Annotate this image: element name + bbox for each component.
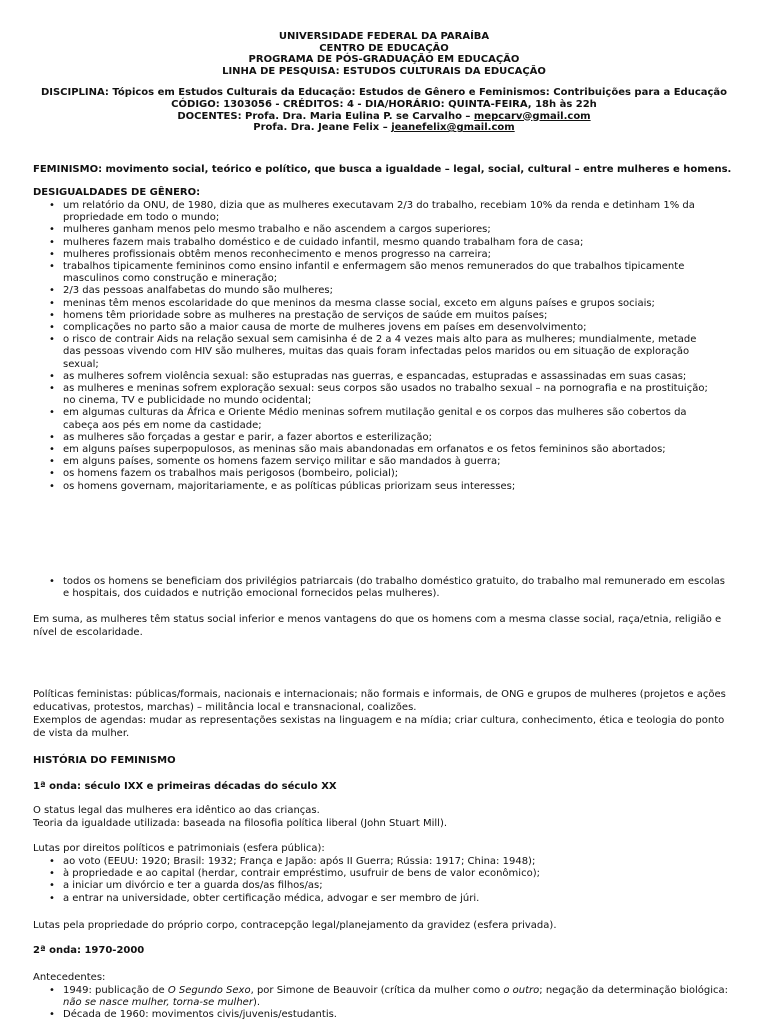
list-item: • os homens governam, majoritariamente, e as políticas públicas priorizam seus interesses; (33, 481, 713, 493)
list-item: • à propriedade e ao capital (herdar, contrair empréstimo, usufruir de bens de valor econômico); (33, 868, 733, 880)
research-line: LINHA DE PESQUISA: ESTUDOS CULTURAIS DA EDUCAÇÃO (222, 65, 546, 77)
discipline-title: DISCIPLINA: Tópicos em Estudos Culturais da Educação: Estudos de Gênero e Feminismos: Contribuições para a Educação (40, 87, 728, 99)
struggles-title: Lutas por direitos políticos e patrimoniais (esfera pública): (33, 843, 325, 854)
text-run: ). (252, 997, 261, 1009)
equality-theory-line: Teoria da igualdade utilizada: baseada na filosofia política liberal (John Stuart Mill). (33, 818, 448, 829)
beauvoir-quote: não se nasce mulher, torna-se mulher (63, 997, 253, 1009)
text-run: , por Simone de Beauvoir (crítica da mulher como (250, 985, 504, 996)
list-item: • mulheres ganham menos pelo mesmo trabalho e não ascendem a cargos superiores; (33, 224, 713, 236)
legal-status-line: O status legal das mulheres era idêntico ao das crianças. (33, 805, 320, 816)
italic-term: o outro (503, 985, 540, 996)
inequalities-title: DESIGUALDADES DE GÊNERO: (33, 187, 201, 198)
list-item: • as mulheres são forçadas a gestar e parir, a fazer abortos e esterilização; (33, 432, 713, 444)
list-item: • em algumas culturas da África e Oriente Médio meninas sofrem mutilação genital e os corpos das mulheres são cobertos da cabeça aos pés em nome da castidade; (33, 407, 713, 431)
feminism-definition: FEMINISMO: movimento social, teórico e político, que busca a igualdade – legal, social, cultural – entre mulheres e homens. (33, 164, 732, 175)
email-link-mepcarv[interactable]: mepcarv@gmail.com (473, 110, 591, 122)
list-item: • complicações no parto são a maior causa de morte de mulheres jovens em países em desenvolvimento; (33, 322, 713, 334)
list-item: • 2/3 das pessoas analfabetas do mundo são mulheres; (33, 285, 713, 297)
program-name: PROGRAMA DE PÓS-GRADUAÇÃO EM EDUCAÇÃO (248, 54, 520, 66)
list-item: • as mulheres sofrem violência sexual: são estupradas nas guerras, e espancadas, estupradas e assassinadas em suas casas; (33, 371, 713, 383)
inequalities-list-final (33, 576, 733, 600)
text-run: 1949: publicação de (63, 985, 168, 996)
summary-paragraph: Em suma, as mulheres têm status social inferior e menos vantagens do que os homens com a mesma classe social, raça/etnia, religião e nível de escolaridade. (33, 614, 722, 638)
list-item: • homens têm prioridade sobre as mulheres na prestação de serviços de saúde em muitos países; (33, 310, 713, 322)
docente2-label: Profa. Dra. Jeane Felix – (253, 122, 392, 134)
text-run: ; negação da determinação biológica: (539, 985, 729, 996)
second-wave-title: 2ª onda: 1970-2000 (33, 945, 145, 956)
document-header (0, 31, 768, 134)
docentes-label: DOCENTES: Profa. Dra. Maria Eulina P. se Carvalho – (177, 110, 474, 122)
list-item: • um relatório da ONU, de 1980, dizia que as mulheres executavam 2/3 do trabalho, recebiam 10% da renda e detinham 1% da propriedade em todo o mundo; (33, 200, 713, 224)
list-item: • mulheres profissionais obtêm menos reconhecimento e menos progresso na carreira; (33, 249, 713, 261)
list-item: • em alguns países, somente os homens fazem serviço militar e são mandados à guerra; (33, 456, 713, 468)
course-code: CÓDIGO: 1303056 - CRÉDITOS: 4 - DIA/HORÁRIO: QUINTA-FEIRA, 18h às 22h (171, 98, 597, 110)
list-item: • as mulheres e meninas sofrem exploração sexual: seus corpos são usados no trabalho sexual – na pornografia e na prostituição; no cinema, TV e publicidade no mundo ocidental; (33, 383, 713, 407)
list-item: • trabalhos tipicamente femininos como ensino infantil e enfermagem são menos remunerados do que trabalhos tipicamente masculinos como construção e mineração; (33, 261, 713, 285)
struggles-list (33, 856, 733, 905)
list-item: • a iniciar um divórcio e ter a guarda dos/as filhos/as; (33, 880, 733, 892)
list-item: • os homens fazem os trabalhos mais perigosos (bombeiro, policial); (33, 468, 713, 480)
email-link-jeanefelix[interactable]: jeanefelix@gmail.com (391, 122, 515, 134)
docentes-line (0, 111, 768, 123)
body-struggles-line: Lutas pela propriedade do próprio corpo, contracepção legal/planejamento da gravidez (esfera privada). (33, 920, 557, 931)
antecedents-list (33, 985, 733, 1022)
history-title: HISTÓRIA DO FEMINISMO (33, 755, 176, 766)
list-item: • em alguns países superpopulosos, as meninas são mais abandonadas em orfanatos e os fetos femininos são abortados; (33, 444, 713, 456)
list-item: • Década de 1960: movimentos civis/juvenis/estudantis. (33, 1009, 733, 1021)
list-item: • mulheres fazem mais trabalho doméstico e de cuidado infantil, mesmo quando trabalham fora de casa; (33, 237, 713, 249)
list-item: • a entrar na universidade, obter certificação médica, advogar e ser membro de júri. (33, 893, 733, 905)
feminist-policies-paragraph: Políticas feministas: públicas/formais, nacionais e internacionais; não formais e informais, de ONG e grupos de mulheres (projetos e ações educativas, protestos, marchas) – militância local e transnacional, coalizões. (33, 689, 726, 713)
agendas-paragraph: Exemplos de agendas: mudar as representações sexistas na linguagem e na mídia; criar cultura, conhecimento, ética e teologia do ponto de vista da mulher. (33, 715, 725, 739)
list-item: • o risco de contrair Aids na relação sexual sem camisinha é de 2 a 4 vezes mais alto para as mulheres; mundialmente, metade das pessoas vivendo com HIV são mulheres, muitas das quais foram infectadas pelos maridos ou em situação de exploração sexual; (33, 334, 713, 371)
antecedents-title: Antecedentes: (33, 972, 106, 983)
list-item (33, 985, 733, 1009)
inequalities-list (33, 200, 713, 493)
center-name: CENTRO DE EDUCAÇÃO (319, 42, 449, 54)
list-item: • ao voto (EEUU: 1920; Brasil: 1932; França e Japão: após II Guerra; Rússia: 1917; China: 1948); (33, 856, 733, 868)
university-name: UNIVERSIDADE FEDERAL DA PARAÍBA (278, 31, 490, 42)
first-wave-title: 1ª onda: século IXX e primeiras décadas do século XX (33, 781, 337, 792)
list-item: • meninas têm menos escolaridade do que meninos da mesma classe social, exceto em alguns países e grupos sociais; (33, 298, 713, 310)
book-title: O Segundo Sexo (167, 985, 251, 996)
docente2-line (0, 122, 768, 134)
list-item: • todos os homens se beneficiam dos privilégios patriarcais (do trabalho doméstico gratuito, do trabalho mal remunerado em escolas e hospitais, dos cuidados e nutrição emocional fornecidos pelas mulheres). (33, 576, 733, 600)
